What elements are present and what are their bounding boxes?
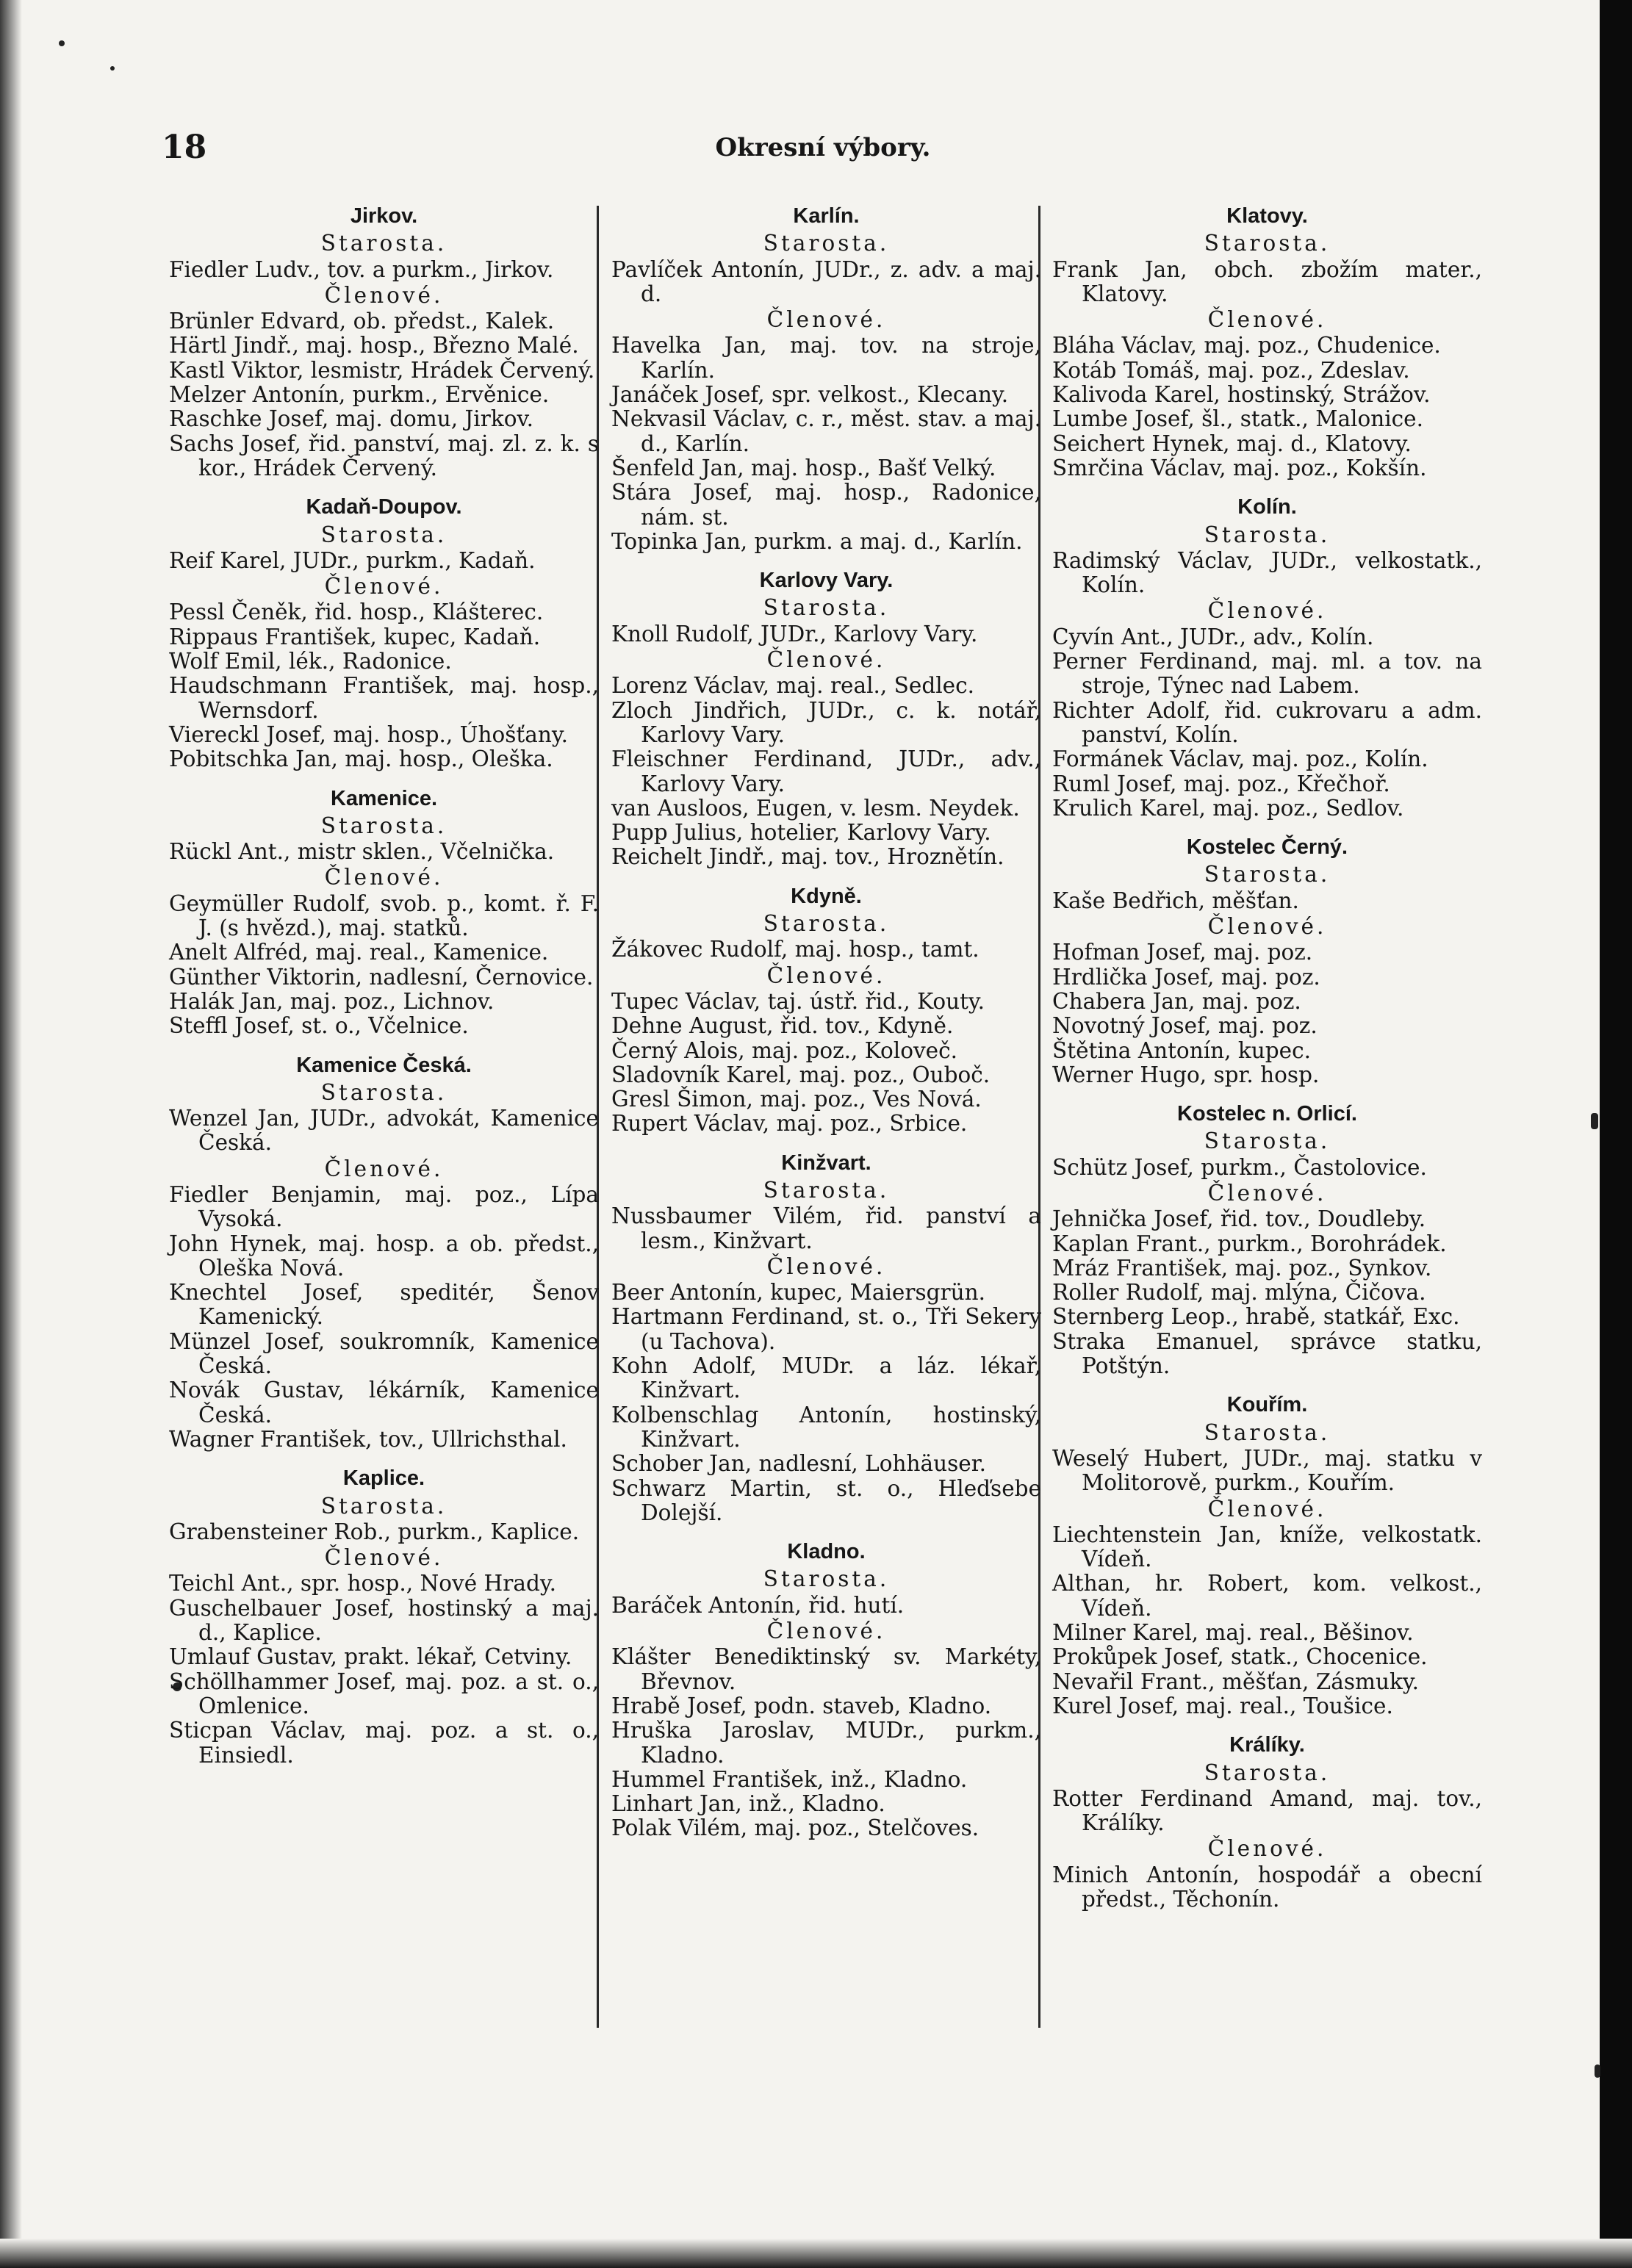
district-block <box>611 1540 1041 1841</box>
member-entry: Sachs Josef, řid. panství, maj. zl. z. k. s kor., Hrádek Červený. <box>169 431 599 480</box>
member-entry: Novák Gustav, lékárník, Kamenice Česká. <box>169 1378 599 1428</box>
member-entry: Steffl Josef, st. o., Včelnice. <box>169 1013 469 1039</box>
member-entry: Umlauf Gustav, prakt. lékař, Cetviny. <box>169 1644 572 1670</box>
member-entry: Dehne August, řid. tov., Kdyně. <box>611 1013 954 1039</box>
member-entry: Klášter Benediktinský sv. Markéty, Břevnov. <box>611 1644 1041 1694</box>
district-block <box>611 1151 1041 1525</box>
role-heading-starosta: Starosta. <box>1204 522 1331 547</box>
member-entry: Münzel Josef, soukromník, Kamenice Česká. <box>169 1328 599 1379</box>
member-entry: Halák Jan, maj. poz., Lichnov. <box>169 988 495 1014</box>
district-block <box>169 787 599 1039</box>
role-heading-starosta: Starosta. <box>763 595 890 621</box>
role-heading-starosta: Starosta. <box>1204 1760 1331 1785</box>
member-entry: Formánek Václav, maj. poz., Kolín. <box>1052 746 1428 772</box>
member-entry: Pupp Julius, hotelier, Karlovy Vary. <box>611 820 991 846</box>
district-block <box>611 885 1041 1137</box>
member-entry: Milner Karel, maj. real., Běšinov. <box>1052 1620 1414 1646</box>
page-header <box>162 129 1484 173</box>
member-entry: Raschke Josef, maj. domu, Jirkov. <box>169 406 534 432</box>
role-heading-starosta: Starosta. <box>763 911 890 937</box>
member-entry: Günther Viktorin, nadlesní, Černovice. <box>169 964 594 990</box>
member-entry: Liechtenstein Jan, kníže, velkostatk. Vídeň. <box>1052 1522 1482 1572</box>
member-entry: Chabera Jan, maj. poz. <box>1052 988 1301 1014</box>
member-entry: Stára Josef, maj. hosp., Radonice, nám. st. <box>611 480 1041 530</box>
district-name: Králíky. <box>1229 1733 1305 1757</box>
member-entry: Anelt Alfréd, maj. real., Kamenice. <box>169 940 549 965</box>
role-heading-clenove: Členové. <box>766 647 886 673</box>
member-entry: Schöllhammer Josef, maj. poz. a st. o., Omlenice. <box>169 1668 599 1718</box>
role-heading-starosta: Starosta. <box>320 231 447 256</box>
member-entry: Wolf Emil, lék., Radonice. <box>169 649 452 674</box>
starosta-entry: Schütz Josef, purkm., Častolovice. <box>1052 1154 1427 1180</box>
member-entry: Rippaus František, kupec, Kadaň. <box>169 624 541 649</box>
role-heading-starosta: Starosta. <box>1204 1128 1331 1154</box>
member-entry: van Ausloos, Eugen, v. lesm. Neydek. <box>611 795 1020 821</box>
member-entry: Šenfeld Jan, maj. hosp., Bašť Velký. <box>611 455 996 480</box>
member-entry: Sticpan Václav, maj. poz. a st. o., Einsiedl. <box>169 1718 599 1768</box>
member-entry: Lorenz Václav, maj. real., Sedlec. <box>611 673 974 699</box>
member-entry: Roller Rudolf, maj. mlýna, Čičova. <box>1052 1280 1426 1306</box>
district-block <box>611 569 1041 870</box>
role-heading-starosta: Starosta. <box>763 1566 890 1592</box>
role-heading-starosta: Starosta. <box>320 813 447 838</box>
page-edge-bottom <box>0 2239 1632 2268</box>
member-entry: Kohn Adolf, MUDr. a láz. lékař, Kinžvart. <box>611 1353 1041 1403</box>
role-heading-clenove: Členové. <box>766 1253 886 1279</box>
member-entry: Sternberg Leop., hrabě, statkář, Exc. <box>1052 1304 1460 1330</box>
member-entry: Zloch Jindřich, JUDr., c. k. notář, Karlovy Vary. <box>611 697 1041 747</box>
starosta-entry: Rückl Ant., mistr sklen., Včelnička. <box>169 839 555 865</box>
member-entry: Geymüller Rudolf, svob. p., komt. ř. F. J. (s hvězd.), maj. statků. <box>169 890 599 941</box>
member-entry: Prokůpek Josef, statk., Chocenice. <box>1052 1644 1428 1670</box>
member-entry: Perner Ferdinand, maj. ml. a tov. na stroje, Týnec nad Labem. <box>1052 649 1482 699</box>
role-heading-clenove: Členové. <box>324 574 444 600</box>
district-block <box>1052 495 1482 821</box>
ink-speck <box>110 66 115 71</box>
member-entry: Lumbe Josef, šl., statk., Malonice. <box>1052 406 1424 432</box>
district-block <box>169 204 599 480</box>
member-entry: Werner Hugo, spr. hosp. <box>1052 1062 1320 1087</box>
starosta-entry: Baráček Antonín, řid. hutí. <box>611 1592 905 1618</box>
member-entry: Althan, hr. Robert, kom. velkost., Vídeň. <box>1052 1571 1482 1621</box>
member-entry: Kalivoda Karel, hostinský, Strážov. <box>1052 382 1431 408</box>
starosta-entry: Rotter Ferdinand Amand, maj. tov., Králíky. <box>1052 1785 1482 1836</box>
member-entry: Gresl Šimon, maj. poz., Ves Nová. <box>611 1087 982 1112</box>
district-block <box>1052 835 1482 1087</box>
role-heading-clenove: Členové. <box>324 1156 444 1181</box>
ink-speck <box>59 40 65 46</box>
member-entry: Štětina Antonín, kupec. <box>1052 1037 1311 1063</box>
role-heading-starosta: Starosta. <box>1204 231 1331 256</box>
role-heading-clenove: Členové. <box>1207 307 1327 333</box>
role-heading-starosta: Starosta. <box>763 1177 890 1203</box>
member-entry: Hruška Jaroslav, MUDr., purkm., Kladno. <box>611 1718 1041 1768</box>
district-block <box>169 1466 599 1768</box>
district-name: Kaplice. <box>342 1466 425 1491</box>
member-entry: Nekvasil Václav, c. r., měst. stav. a maj. d., Karlín. <box>611 406 1041 456</box>
district-block <box>1052 204 1482 480</box>
starosta-entry: Frank Jan, obch. zbožím mater., Klatovy. <box>1052 256 1482 306</box>
member-entry: Hofman Josef, maj. poz. <box>1052 940 1313 965</box>
starosta-entry: Fiedler Ludv., tov. a purkm., Jirkov. <box>169 256 554 282</box>
member-entry: Ruml Josef, maj. poz., Křečhoř. <box>1052 771 1390 796</box>
member-entry: Jehnička Josef, řid. tov., Doudleby. <box>1052 1206 1426 1232</box>
member-entry: Polak Vilém, maj. poz., Stelčoves. <box>611 1815 979 1841</box>
member-entry: Topinka Jan, purkm. a maj. d., Karlín. <box>611 528 1023 554</box>
district-name: Kadaň-Doupov. <box>306 495 462 519</box>
role-heading-clenove: Členové. <box>324 1545 444 1571</box>
district-name: Kostelec n. Orlicí. <box>1177 1102 1357 1126</box>
member-entry: Kurel Josef, maj. real., Toušice. <box>1052 1693 1393 1718</box>
role-heading-clenove: Členové. <box>1207 1836 1327 1862</box>
district-block <box>1052 1733 1482 1912</box>
member-entry: Reichelt Jindř., maj. tov., Hroznětín. <box>611 844 1004 870</box>
ink-speck <box>1595 2064 1600 2078</box>
starosta-entry: Wenzel Jan, JUDr., advokát, Kamenice Česká. <box>169 1106 599 1156</box>
ink-speck <box>1591 1113 1598 1129</box>
district-name: Kdyně. <box>791 884 862 908</box>
district-name: Karlovy Vary. <box>759 569 894 593</box>
starosta-entry: Pavlíček Antonín, JUDr., z. adv. a maj. d. <box>611 256 1041 306</box>
member-entry: Guschelbauer Josef, hostinský a maj. d., Kaplice. <box>169 1595 599 1646</box>
district-block <box>169 495 599 771</box>
district-name: Karlín. <box>793 204 860 228</box>
district-name: Kladno. <box>787 1540 866 1564</box>
starosta-entry: Žákovec Rudolf, maj. hosp., tamt. <box>611 937 979 962</box>
role-heading-clenove: Členové. <box>766 307 886 333</box>
role-heading-starosta: Starosta. <box>763 231 890 256</box>
member-entry: Černý Alois, maj. poz., Koloveč. <box>611 1037 958 1063</box>
district-block <box>1052 1102 1482 1378</box>
district-name: Klatovy. <box>1226 204 1308 228</box>
member-entry: Knechtel Josef, speditér, Šenov Kamenický. <box>169 1280 599 1330</box>
district-name: Kostelec Černý. <box>1186 835 1348 860</box>
member-entry: Linhart Jan, inž., Kladno. <box>611 1791 885 1817</box>
member-entry: Hummel František, inž., Kladno. <box>611 1766 968 1792</box>
member-entry: Novotný Josef, maj. poz. <box>1052 1013 1318 1039</box>
member-entry: Kaplan Frant., purkm., Borohrádek. <box>1052 1231 1447 1256</box>
member-entry: Fleischner Ferdinand, JUDr., adv., Karlovy Vary. <box>611 746 1041 796</box>
member-entry: Hartmann Ferdinand, st. o., Tři Sekery (u Tachova). <box>611 1304 1041 1354</box>
role-heading-clenove: Členové. <box>766 962 886 988</box>
member-entry: Mráz František, maj. poz., Synkov. <box>1052 1255 1432 1281</box>
member-entry: Seichert Hynek, maj. d., Klatovy. <box>1052 431 1412 456</box>
member-entry: Kastl Viktor, lesmistr, Hrádek Červený. <box>169 357 595 383</box>
page-edge-left <box>0 0 22 2268</box>
role-heading-clenove: Členové. <box>1207 1180 1327 1206</box>
starosta-entry: Weselý Hubert, JUDr., maj. statku v Molitorově, purkm., Kouřím. <box>1052 1445 1482 1496</box>
member-entry: Schwarz Martin, st. o., Hleďsebe Dolejší. <box>611 1475 1041 1525</box>
member-entry: Bláha Václav, maj. poz., Chudenice. <box>1052 333 1441 359</box>
district-name: Kamenice. <box>330 786 438 810</box>
member-entry: Teichl Ant., spr. hosp., Nové Hrady. <box>169 1571 556 1596</box>
running-title: Okresní výbory. <box>715 133 931 162</box>
member-entry: Rupert Václav, maj. poz., Srbice. <box>611 1111 968 1137</box>
member-entry: Fiedler Benjamin, maj. poz., Lípa Vysoká. <box>169 1181 599 1232</box>
text-column <box>611 200 1041 1856</box>
member-entry: Haudschmann František, maj. hosp., Wernsdorf. <box>169 673 599 723</box>
starosta-entry: Knoll Rudolf, JUDr., Karlovy Vary. <box>611 621 978 647</box>
member-entry: Schober Jan, nadlesní, Lohhäuser. <box>611 1451 986 1477</box>
page-number: 18 <box>162 129 207 166</box>
role-heading-starosta: Starosta. <box>320 1079 447 1105</box>
member-entry: Hrdlička Josef, maj. poz. <box>1052 964 1320 990</box>
member-entry: Pobitschka Jan, maj. hosp., Oleška. <box>169 746 553 772</box>
member-entry: Brünler Edvard, ob. předst., Kalek. <box>169 309 555 334</box>
starosta-entry: Radimský Václav, JUDr., velkostatk., Kolín. <box>1052 547 1482 598</box>
district-name: Kinžvart. <box>781 1151 871 1175</box>
member-entry: Straka Emanuel, správce statku, Potštýn. <box>1052 1328 1482 1379</box>
starosta-entry: Grabensteiner Rob., purkm., Kaplice. <box>169 1519 580 1544</box>
role-heading-starosta: Starosta. <box>1204 862 1331 888</box>
member-entry: Viereckl Josef, maj. hosp., Úhošťany. <box>169 721 568 747</box>
member-entry: Melzer Antonín, purkm., Ervěnice. <box>169 382 550 408</box>
member-entry: Härtl Jindř., maj. hosp., Březno Malé. <box>169 333 579 359</box>
member-entry: Cyvín Ant., JUDr., adv., Kolín. <box>1052 624 1374 649</box>
role-heading-clenove: Členové. <box>1207 914 1327 940</box>
member-entry: Havelka Jan, maj. tov. na stroje, Karlín. <box>611 333 1041 383</box>
member-entry: Tupec Václav, taj. ústř. řid., Kouty. <box>611 988 985 1014</box>
member-entry: Kolbenschlag Antonín, hostinský, Kinžvart. <box>611 1402 1041 1452</box>
member-entry: Wagner František, tov., Ullrichsthal. <box>169 1426 567 1452</box>
role-heading-starosta: Starosta. <box>320 522 447 547</box>
text-column <box>1052 200 1482 1926</box>
district-block <box>169 1054 599 1452</box>
role-heading-clenove: Členové. <box>766 1619 886 1644</box>
starosta-entry: Nussbaumer Vilém, řid. panství a lesm., Kinžvart. <box>611 1203 1041 1253</box>
role-heading-clenove: Členové. <box>324 282 444 308</box>
member-entry: Janáček Josef, spr. velkost., Klecany. <box>611 382 1009 408</box>
member-entry: Hrabě Josef, podn. staveb, Kladno. <box>611 1693 992 1718</box>
member-entry: John Hynek, maj. hosp. a ob. předst., Oleška Nová. <box>169 1231 599 1281</box>
district-name: Kamenice Česká. <box>296 1053 472 1077</box>
member-entry: Kotáb Tomáš, maj. poz., Zdeslav. <box>1052 357 1410 383</box>
page-edge-right <box>1600 0 1632 2268</box>
member-entry: Pessl Čeněk, řid. hosp., Klášterec. <box>169 600 544 625</box>
role-heading-clenove: Členové. <box>1207 1496 1327 1522</box>
role-heading-clenove: Členové. <box>324 865 444 890</box>
district-name: Kouřím. <box>1226 1393 1308 1417</box>
member-entry: Sladovník Karel, maj. poz., Ouboč. <box>611 1062 991 1087</box>
member-entry: Krulich Karel, maj. poz., Sedlov. <box>1052 795 1404 821</box>
district-block <box>611 204 1041 554</box>
role-heading-clenove: Členové. <box>1207 598 1327 624</box>
member-entry: Beer Antonín, kupec, Maiersgrün. <box>611 1280 985 1306</box>
district-name: Kolín. <box>1237 495 1297 519</box>
member-entry: Nevařil Frant., měšťan, Zásmuky. <box>1052 1668 1419 1694</box>
role-heading-starosta: Starosta. <box>1204 1419 1331 1445</box>
starosta-entry: Reif Karel, JUDr., purkm., Kadaň. <box>169 547 536 573</box>
member-entry: Richter Adolf, řid. cukrovaru a adm. panství, Kolín. <box>1052 697 1482 747</box>
role-heading-starosta: Starosta. <box>320 1493 447 1519</box>
district-block <box>1052 1393 1482 1718</box>
starosta-entry: Kaše Bedřich, měšťan. <box>1052 888 1299 913</box>
member-entry: Minich Antonín, hospodář a obecní předst., Těchonín. <box>1052 1862 1482 1912</box>
district-name: Jirkov. <box>350 204 418 228</box>
text-column <box>169 200 599 1782</box>
member-entry: Smrčina Václav, maj. poz., Kokšín. <box>1052 455 1427 480</box>
